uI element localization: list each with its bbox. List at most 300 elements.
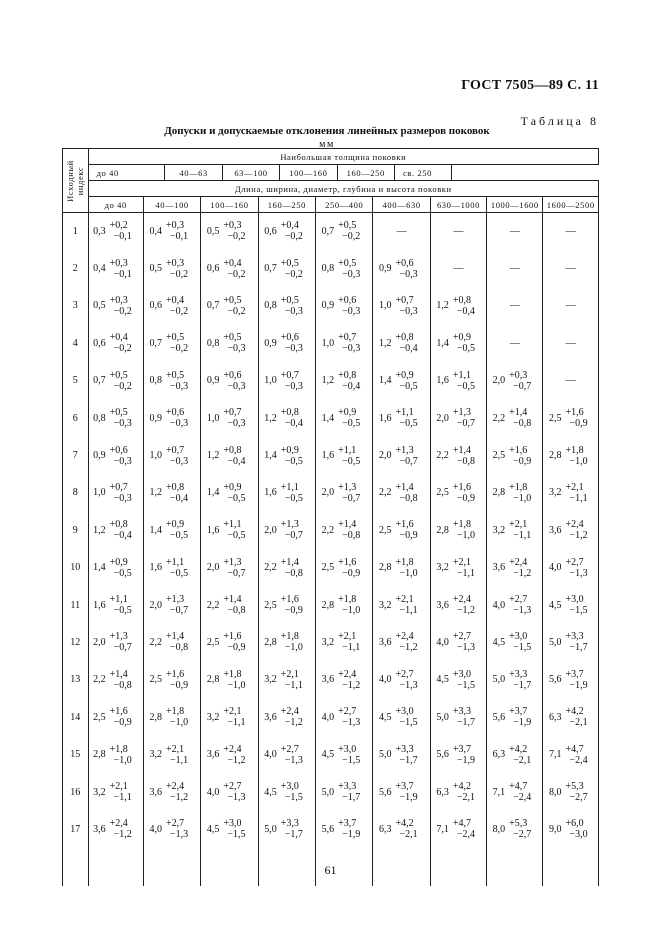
- upper-deviation: +0,5: [338, 220, 357, 232]
- tolerance-value: 0,9: [206, 375, 220, 387]
- lower-deviation: −1,0: [513, 492, 532, 504]
- deviation-cell: [394, 586, 430, 623]
- upper-deviation: +0,5: [109, 369, 128, 381]
- deviation-cell: [565, 512, 599, 549]
- deviation-cell: [109, 213, 144, 250]
- table-row: [63, 661, 599, 698]
- tolerance-value: 4,0: [321, 711, 335, 723]
- lower-deviation: −0,3: [227, 343, 246, 355]
- tolerance-value: 4,0: [378, 674, 392, 686]
- lower-deviation: −1,9: [569, 679, 588, 691]
- lower-deviation: −0,4: [456, 305, 475, 317]
- deviation-cell: [165, 213, 201, 250]
- tolerance-value: 1,0: [264, 375, 277, 387]
- deviation-cell: [508, 736, 543, 773]
- upper-deviation: +1,3: [338, 481, 357, 493]
- deviation-cell: [394, 287, 430, 324]
- lower-deviation: −0,3: [399, 305, 418, 317]
- tolerance-value: 0,5: [93, 300, 106, 312]
- tolerance-value: 2,2: [149, 636, 162, 648]
- tolerance-value: 3,2: [321, 636, 335, 648]
- deviation-cell: [508, 512, 543, 549]
- tolerance-value: 1,4: [436, 337, 449, 349]
- lower-deviation: −1,5: [513, 642, 532, 654]
- lower-deviation: −0,7: [342, 492, 361, 504]
- upper-deviation: +1,4: [165, 631, 185, 643]
- lower-deviation: −0,7: [227, 567, 246, 579]
- tolerance-value: 4,0: [436, 636, 449, 648]
- upper-deviation: +0,6: [395, 257, 414, 269]
- lower-deviation: −0,3: [113, 492, 132, 504]
- tolerance-value: 2,8: [378, 562, 392, 574]
- tolerance-value: 2,2: [321, 524, 335, 536]
- tolerance-value: 1,6: [149, 562, 162, 574]
- upper-deviation: +2,4: [565, 519, 584, 531]
- tolerance-value: 3,2: [264, 674, 277, 686]
- thickness-range: 160—250: [337, 165, 394, 181]
- lower-deviation: −0,5: [456, 380, 475, 392]
- deviation-cell: [109, 362, 144, 399]
- tolerance-value: 2,0: [492, 375, 506, 387]
- table-label: Таблица 8: [520, 114, 599, 128]
- deviation-cell: [280, 699, 316, 736]
- tolerance-value: 2,0: [321, 487, 335, 499]
- dimension-range: 100—160: [201, 197, 258, 213]
- deviation-cell: [337, 287, 373, 324]
- deviation-cell: [222, 586, 258, 623]
- deviation-cell: [280, 325, 316, 362]
- tolerance-value: 0,8: [93, 412, 106, 424]
- upper-deviation: +1,6: [280, 594, 299, 606]
- upper-deviation: +2,7: [223, 781, 242, 793]
- upper-deviation: +1,6: [223, 631, 242, 643]
- deviation-cell: [565, 624, 599, 661]
- tolerance-value: 2,8: [549, 450, 562, 462]
- dimension-header: Длина, ширина, диаметр, глубина и высота поковки: [88, 181, 598, 197]
- tolerance-value: 5,0: [549, 636, 562, 648]
- deviation-cell: [508, 362, 543, 399]
- deviation-cell: [565, 661, 599, 698]
- deviation-cell: [508, 399, 543, 436]
- upper-deviation: +0,9: [338, 407, 357, 419]
- tolerance-value: 2,8: [436, 524, 449, 536]
- deviation-cell: [394, 549, 430, 586]
- tolerance-value: 0,8: [206, 337, 220, 349]
- lower-deviation: −0,5: [399, 418, 418, 430]
- lower-deviation: −0,2: [284, 268, 303, 280]
- upper-deviation: +5,3: [509, 818, 528, 830]
- deviation-cell: [394, 624, 430, 661]
- tolerance-value: 4,0: [206, 786, 220, 798]
- lower-deviation: −1,0: [284, 642, 303, 654]
- upper-deviation: +1,3: [452, 407, 471, 419]
- row-index: 2: [63, 250, 89, 287]
- deviation-cell: [165, 362, 201, 399]
- lower-deviation: −1,3: [456, 642, 475, 654]
- upper-deviation: +1,4: [509, 407, 528, 419]
- upper-deviation: +2,4: [280, 706, 299, 718]
- upper-deviation: +0,9: [109, 556, 128, 568]
- row-index: 11: [63, 586, 89, 623]
- upper-deviation: +0,7: [280, 369, 299, 381]
- upper-deviation: +3,3: [509, 668, 528, 680]
- row-index: 8: [63, 474, 89, 511]
- empty-value-dash: —: [430, 250, 486, 287]
- upper-deviation: +0,8: [109, 519, 128, 531]
- tolerance-value: 1,2: [206, 450, 220, 462]
- deviation-cell: [109, 699, 144, 736]
- deviation-cell: [280, 512, 316, 549]
- lower-deviation: −0,8: [284, 567, 303, 579]
- upper-deviation: +2,7: [452, 631, 471, 643]
- deviation-cell: [394, 362, 430, 399]
- deviation-cell: [280, 287, 316, 324]
- tolerance-value: 3,6: [492, 562, 506, 574]
- upper-deviation: +1,8: [165, 706, 185, 718]
- lower-deviation: −0,3: [284, 343, 303, 355]
- lower-deviation: −0,4: [169, 492, 189, 504]
- upper-deviation: +0,7: [223, 407, 242, 419]
- tolerance-value: 2,0: [378, 450, 392, 462]
- lower-deviation: −0,7: [513, 380, 532, 392]
- table-row: [63, 586, 599, 623]
- tolerance-value: 1,6: [436, 375, 449, 387]
- tolerance-value: 7,1: [492, 786, 506, 798]
- tolerance-value: 1,2: [93, 524, 106, 536]
- lower-deviation: −0,8: [227, 605, 246, 617]
- table-row: [63, 287, 599, 324]
- upper-deviation: +3,3: [280, 818, 299, 830]
- empty-value-dash: —: [543, 213, 599, 250]
- upper-deviation: +3,0: [223, 818, 242, 830]
- deviation-cell: [280, 474, 316, 511]
- lower-deviation: −0,2: [169, 268, 189, 280]
- deviation-cell: [280, 213, 316, 250]
- lower-deviation: −1,2: [456, 605, 475, 617]
- deviation-cell: [508, 586, 543, 623]
- upper-deviation: +3,3: [395, 743, 414, 755]
- row-index: 10: [63, 549, 89, 586]
- deviation-cell: [280, 773, 316, 810]
- lower-deviation: −2,4: [513, 792, 532, 804]
- table-header: [63, 149, 599, 213]
- empty-value-dash: —: [543, 325, 599, 362]
- lower-deviation: −1,1: [513, 530, 532, 542]
- upper-deviation: +3,0: [395, 706, 414, 718]
- tolerance-value: 2,0: [93, 636, 106, 648]
- upper-deviation: +3,7: [395, 781, 414, 793]
- upper-deviation: +3,7: [452, 743, 471, 755]
- deviation-cell: [337, 736, 373, 773]
- deviation-cell: [165, 586, 201, 623]
- lower-deviation: −0,9: [227, 642, 246, 654]
- deviation-cell: [165, 699, 201, 736]
- tolerance-value: 0,9: [93, 450, 106, 462]
- thickness-range: 40—63: [165, 165, 222, 181]
- row-index: 4: [63, 325, 89, 362]
- upper-deviation: +1,6: [395, 519, 414, 531]
- deviation-cell: [452, 773, 487, 810]
- lower-deviation: −0,8: [113, 679, 132, 691]
- tolerance-value: 0,7: [93, 375, 106, 387]
- upper-deviation: +0,9: [452, 332, 471, 344]
- tolerance-value: 8,0: [549, 786, 562, 798]
- upper-deviation: +0,7: [338, 332, 357, 344]
- tolerance-value: 1,6: [264, 487, 277, 499]
- deviation-cell: [508, 699, 543, 736]
- upper-deviation: +3,7: [565, 668, 584, 680]
- tolerance-value: 1,4: [206, 487, 220, 499]
- lower-deviation: −1,2: [227, 754, 246, 766]
- upper-deviation: +1,8: [338, 594, 357, 606]
- tolerance-value: 5,6: [436, 749, 449, 761]
- lower-deviation: −0,3: [113, 455, 132, 467]
- row-index: 3: [63, 287, 89, 324]
- lower-deviation: −0,3: [284, 380, 303, 392]
- tolerance-value: 4,0: [264, 749, 277, 761]
- lower-deviation: −0,5: [342, 455, 361, 467]
- deviation-cell: [109, 736, 144, 773]
- deviation-cell: [565, 474, 599, 511]
- deviation-cell: [452, 325, 487, 362]
- deviation-cell: [109, 586, 144, 623]
- upper-deviation: +0,6: [165, 407, 185, 419]
- tolerance-value: 3,6: [264, 711, 277, 723]
- tolerance-value: 0,6: [93, 337, 106, 349]
- lower-deviation: −0,8: [169, 642, 189, 654]
- upper-deviation: +1,4: [395, 481, 414, 493]
- upper-deviation: +2,1: [509, 519, 528, 531]
- deviation-cell: [337, 549, 373, 586]
- deviation-cell: [337, 773, 373, 810]
- lower-deviation: −1,0: [569, 455, 588, 467]
- upper-deviation: +1,1: [223, 519, 242, 531]
- upper-deviation: +2,7: [395, 668, 414, 680]
- tolerance-value: 5,0: [321, 786, 335, 798]
- deviation-cell: [337, 586, 373, 623]
- upper-deviation: +2,4: [395, 631, 414, 643]
- lower-deviation: −1,3: [399, 679, 418, 691]
- lower-deviation: −1,1: [342, 642, 361, 654]
- empty-value-dash: —: [487, 325, 543, 362]
- tolerance-value: 5,0: [492, 674, 506, 686]
- tolerance-value: 2,2: [492, 412, 506, 424]
- deviation-cell: [165, 250, 201, 287]
- lower-deviation: −1,1: [227, 717, 246, 729]
- tolerance-value: 1,0: [149, 450, 162, 462]
- deviation-cell: [508, 661, 543, 698]
- upper-deviation: +1,1: [338, 444, 357, 456]
- lower-deviation: −0,2: [169, 305, 189, 317]
- lower-deviation: −1,3: [284, 754, 303, 766]
- row-index: 6: [63, 399, 89, 436]
- tolerance-value: 0,5: [149, 263, 162, 275]
- deviation-cell: [452, 362, 487, 399]
- upper-deviation: +2,4: [165, 781, 185, 793]
- upper-deviation: +0,9: [395, 369, 414, 381]
- upper-deviation: +1,4: [338, 519, 357, 531]
- lower-deviation: −2,7: [513, 829, 532, 841]
- upper-deviation: +0,4: [280, 220, 299, 232]
- tolerance-value: 2,5: [149, 674, 162, 686]
- deviation-cell: [452, 549, 487, 586]
- deviation-cell: [280, 549, 316, 586]
- upper-deviation: +0,8: [165, 481, 185, 493]
- lower-deviation: −0,5: [456, 343, 475, 355]
- deviation-cell: [452, 287, 487, 324]
- upper-deviation: +0,5: [165, 332, 185, 344]
- deviation-cell: [222, 325, 258, 362]
- tolerance-value: 0,9: [264, 337, 277, 349]
- lower-deviation: −0,4: [284, 418, 303, 430]
- upper-deviation: +4,2: [452, 781, 471, 793]
- deviation-cell: [452, 586, 487, 623]
- deviation-cell: [394, 250, 430, 287]
- tolerance-value: 4,5: [378, 711, 392, 723]
- tolerance-value: 5,6: [378, 786, 392, 798]
- lower-deviation: −2,4: [456, 829, 475, 841]
- deviation-cell: [508, 549, 543, 586]
- upper-deviation: +4,7: [565, 743, 584, 755]
- deviation-cell: [165, 437, 201, 474]
- deviation-cell: [222, 213, 258, 250]
- tolerance-value: 1,0: [93, 487, 106, 499]
- deviation-cell: [222, 287, 258, 324]
- deviation-cell: [109, 773, 144, 810]
- tolerance-value: 3,6: [378, 636, 392, 648]
- tolerance-value: 0,6: [149, 300, 162, 312]
- upper-deviation: +1,3: [223, 556, 242, 568]
- table-row: [63, 699, 599, 736]
- tolerance-table: [62, 148, 599, 886]
- upper-deviation: +4,7: [452, 818, 471, 830]
- deviation-cell: [452, 699, 487, 736]
- table-title: Допуски и допускаемые отклонения линейных размеров поковок: [164, 125, 490, 137]
- lower-deviation: −1,2: [113, 829, 132, 841]
- empty-value-dash: —: [373, 213, 430, 250]
- tolerance-value: 3,2: [549, 487, 562, 499]
- deviation-cell: [222, 399, 258, 436]
- lower-deviation: −1,1: [569, 492, 588, 504]
- deviation-cell: [109, 437, 144, 474]
- lower-deviation: −0,2: [227, 305, 246, 317]
- deviation-cell: [452, 512, 487, 549]
- deviation-cell: [165, 661, 201, 698]
- tolerance-value: 2,5: [378, 524, 392, 536]
- lower-deviation: −0,9: [284, 605, 303, 617]
- deviation-cell: [337, 399, 373, 436]
- tolerance-value: 4,5: [492, 636, 506, 648]
- lower-deviation: −0,3: [342, 268, 361, 280]
- tolerance-value: 5,6: [492, 711, 506, 723]
- deviation-cell: [394, 699, 430, 736]
- upper-deviation: +0,6: [338, 294, 357, 306]
- upper-deviation: +1,8: [223, 668, 242, 680]
- tolerance-value: 0,9: [149, 412, 162, 424]
- lower-deviation: −1,9: [342, 829, 361, 841]
- upper-deviation: +1,6: [165, 668, 185, 680]
- upper-deviation: +0,5: [109, 407, 128, 419]
- tolerance-value: 2,2: [378, 487, 392, 499]
- lower-deviation: −1,9: [456, 754, 475, 766]
- deviation-cell: [109, 624, 144, 661]
- tolerance-value: 4,5: [436, 674, 449, 686]
- lower-deviation: −0,5: [284, 492, 303, 504]
- tolerance-value: 1,6: [321, 450, 335, 462]
- row-index: 1: [63, 213, 89, 250]
- lower-deviation: −0,2: [227, 268, 246, 280]
- lower-deviation: −1,3: [169, 829, 189, 841]
- upper-deviation: +0,8: [395, 332, 414, 344]
- empty-value-dash: —: [487, 213, 543, 250]
- tolerance-value: 3,6: [549, 524, 562, 536]
- deviation-cell: [565, 699, 599, 736]
- lower-deviation: −1,5: [227, 829, 246, 841]
- tolerance-value: 0,4: [149, 225, 162, 237]
- upper-deviation: +0,4: [165, 294, 185, 306]
- table-body: [63, 213, 599, 886]
- upper-deviation: +1,3: [165, 594, 185, 606]
- lower-deviation: −0,9: [569, 418, 588, 430]
- lower-deviation: −0,2: [227, 231, 246, 243]
- lower-deviation: −1,0: [399, 567, 418, 579]
- table-row: [63, 624, 599, 661]
- tolerance-value: 0,7: [264, 263, 277, 275]
- upper-deviation: +5,3: [565, 781, 584, 793]
- upper-deviation: +3,7: [509, 706, 528, 718]
- tolerance-value: 2,8: [93, 749, 106, 761]
- lower-deviation: −1,3: [513, 605, 532, 617]
- lower-deviation: −0,9: [456, 492, 475, 504]
- tolerance-value: 2,5: [492, 450, 506, 462]
- upper-deviation: +1,6: [509, 444, 528, 456]
- dimension-range: 400—630: [373, 197, 430, 213]
- upper-deviation: +0,5: [338, 257, 357, 269]
- deviation-cell: [337, 699, 373, 736]
- deviation-cell: [109, 250, 144, 287]
- upper-deviation: +4,2: [565, 706, 584, 718]
- tolerance-value: 2,5: [206, 636, 220, 648]
- deviation-cell: [165, 736, 201, 773]
- tolerance-value: 1,6: [378, 412, 392, 424]
- upper-deviation: +0,8: [452, 294, 471, 306]
- upper-deviation: +4,2: [509, 743, 528, 755]
- empty-value-dash: —: [487, 250, 543, 287]
- table-row: [63, 773, 599, 810]
- tolerance-value: 0,7: [206, 300, 220, 312]
- lower-deviation: −0,8: [456, 455, 475, 467]
- lower-deviation: −1,5: [284, 792, 303, 804]
- tolerance-value: 2,5: [549, 412, 562, 424]
- dimension-range: 1600—2500: [543, 197, 599, 213]
- upper-deviation: +0,8: [338, 369, 357, 381]
- upper-deviation: +2,7: [165, 818, 185, 830]
- lower-deviation: −1,5: [342, 754, 361, 766]
- lower-deviation: −0,2: [169, 343, 189, 355]
- empty-value-dash: —: [543, 250, 599, 287]
- upper-deviation: +1,4: [452, 444, 471, 456]
- tolerance-value: 0,4: [93, 263, 106, 275]
- tolerance-value: 0,6: [264, 225, 277, 237]
- tolerance-value: 4,5: [264, 786, 277, 798]
- tolerance-value: 1,0: [206, 412, 220, 424]
- deviation-cell: [109, 661, 144, 698]
- deviation-cell: [337, 325, 373, 362]
- upper-deviation: +0,5: [280, 294, 299, 306]
- lower-deviation: −0,3: [169, 418, 189, 430]
- deviation-cell: [565, 549, 599, 586]
- deviation-cell: [394, 399, 430, 436]
